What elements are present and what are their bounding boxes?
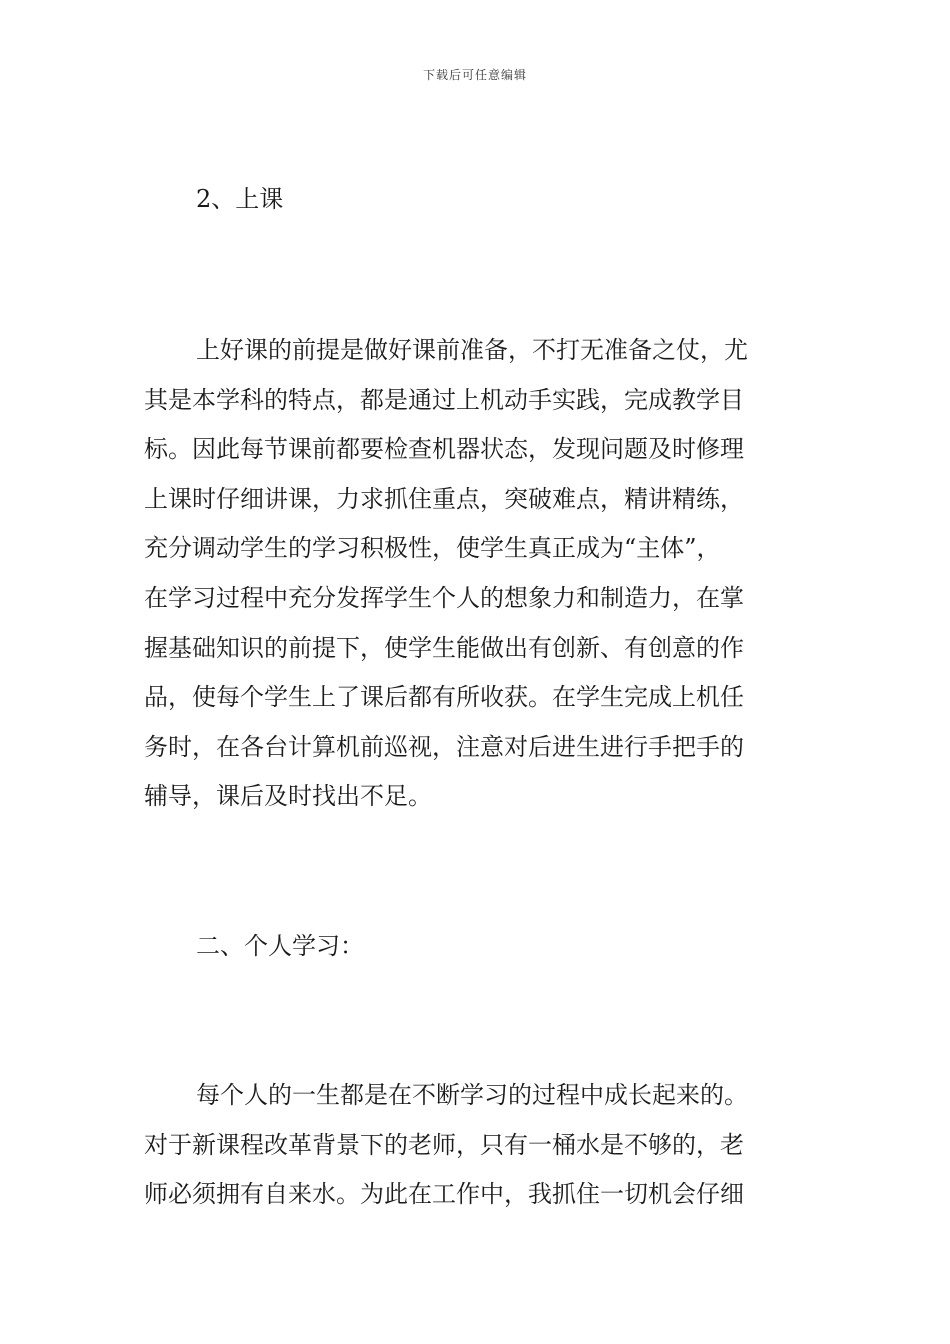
paragraph-line: 充分调动学生的学习积极性，使学生真正成为“主体”， [144, 534, 721, 563]
paragraph-line: 标。因此每节课前都要检查机器状态，发现问题及时修理 [144, 435, 744, 464]
paragraph-personal-study [144, 1071, 808, 1220]
paragraph-line: 师必须拥有自来水。为此在工作中，我抓住一切机会仔细 [144, 1180, 744, 1209]
section-heading-lesson: 2、上课 [196, 185, 284, 213]
paragraph-line: 在学习过程中充分发挥学生个人的想象力和制造力，在掌 [144, 583, 744, 612]
page-header: 下载后可任意编辑 [422, 68, 527, 82]
paragraph-line: 对于新课程改革背景下的老师，只有一桶水是不够的，老 [144, 1130, 744, 1159]
paragraph-line: 务时，在各台计算机前巡视，注意对后进生进行手把手的 [144, 732, 744, 761]
paragraph-line: 辅导，课后及时找出不足。 [144, 782, 432, 811]
paragraph-line: 其是本学科的特点，都是通过上机动手实践，完成教学目 [144, 385, 744, 414]
paragraph-line: 握基础知识的前提下，使学生能做出有创新、有创意的作 [144, 633, 744, 662]
paragraph-lesson [144, 326, 808, 822]
paragraph-line: 上好课的前提是做好课前准备，不打无准备之仗，尤 [196, 336, 748, 364]
paragraph-line: 品，使每个学生上了课后都有所收获。在学生完成上机任 [144, 683, 744, 712]
paragraph-line: 每个人的一生都是在不断学习的过程中成长起来的。 [196, 1081, 748, 1109]
section-heading-personal-study: 二、个人学习： [196, 932, 364, 960]
paragraph-line: 上课时仔细讲课，力求抓住重点，突破难点，精讲精练， [144, 484, 744, 513]
